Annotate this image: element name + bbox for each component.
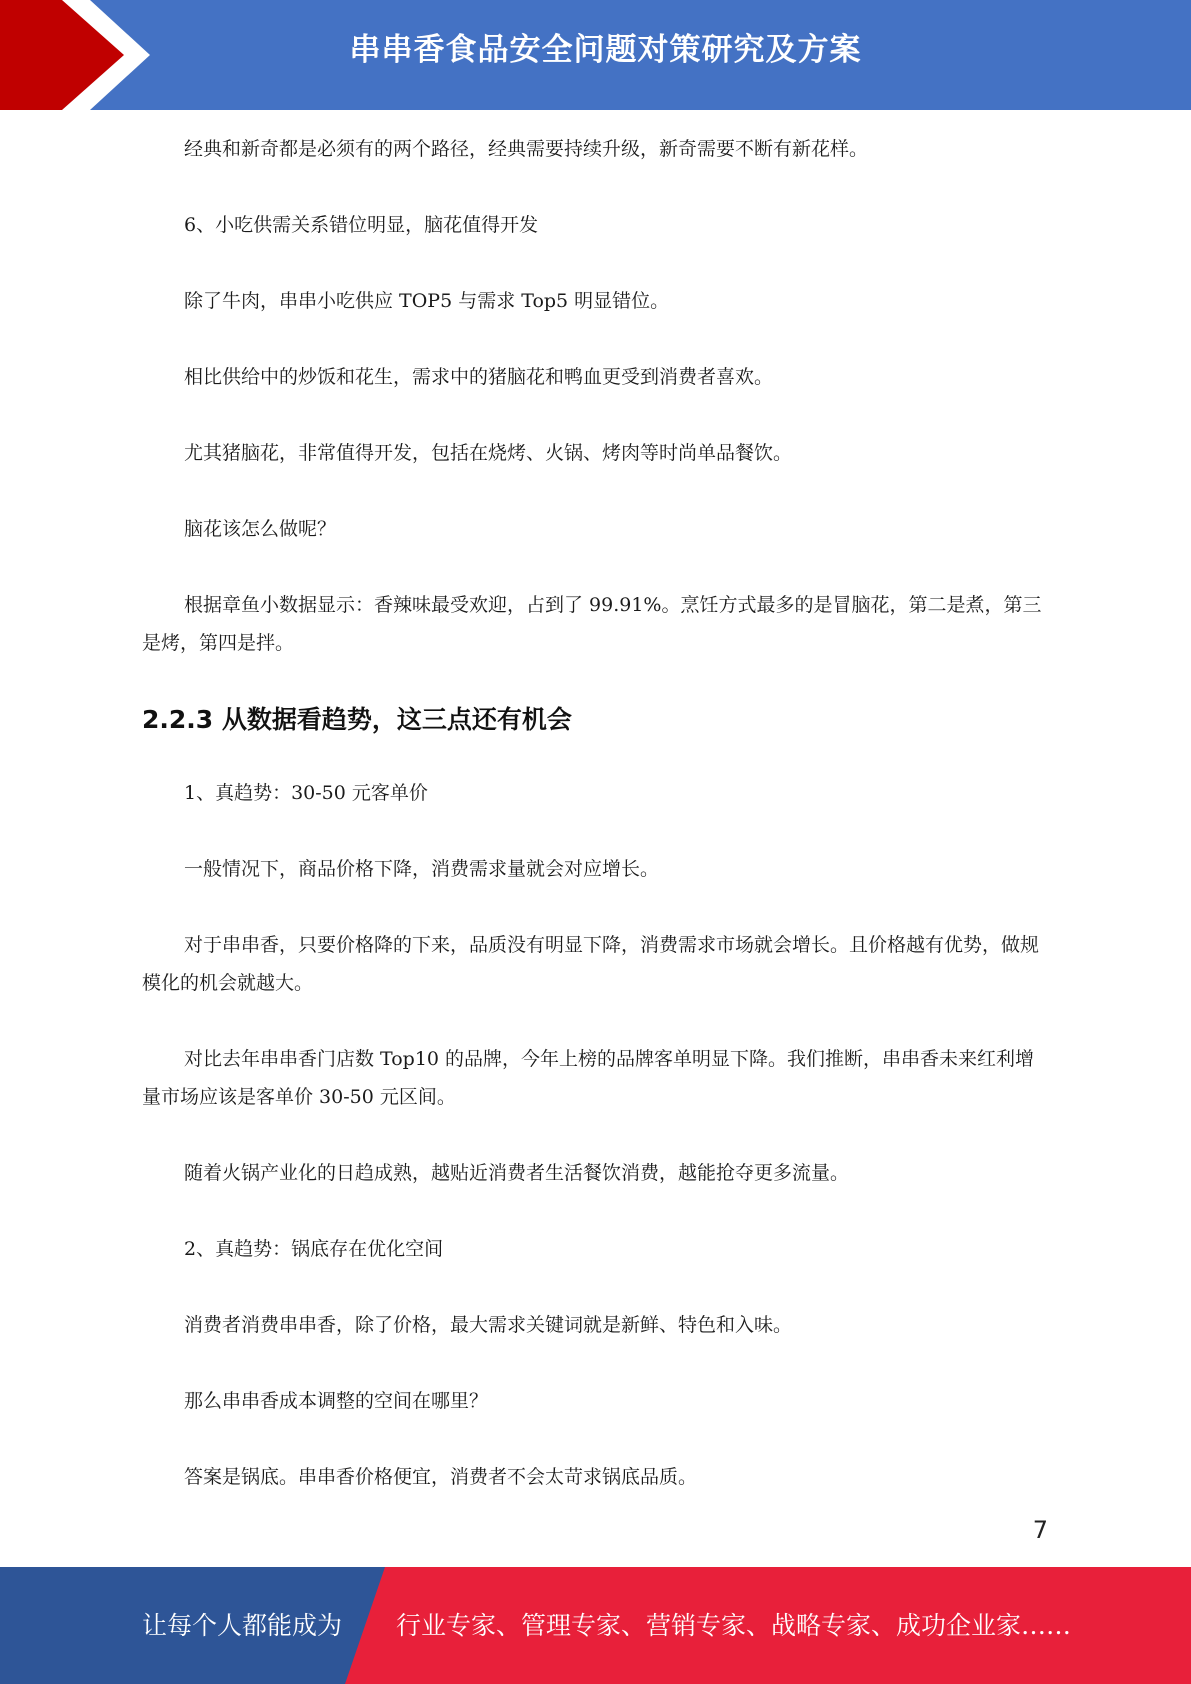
- document-body: [142, 130, 1052, 1534]
- paragraph: 消费者消费串串香，除了价格，最大需求关键词就是新鲜、特色和入味。: [184, 1314, 793, 1336]
- paragraph: 那么串串香成本调整的空间在哪里？: [184, 1390, 489, 1412]
- paragraph: 随着火锅产业化的日趋成熟，越贴近消费者生活餐饮消费，越能抢夺更多流量。: [184, 1162, 850, 1184]
- page-footer: [0, 1567, 1191, 1684]
- paragraph: 尤其猪脑花，非常值得开发，包括在烧烤、火锅、烤肉等时尚单品餐饮。: [184, 442, 793, 464]
- paragraph: 对比去年串串香门店数 Top10 的品牌，今年上榜的品牌客单明显下降。我们推断，串串香未来红利增量市场应该是客单价 30-50 元区间。: [142, 1048, 1035, 1108]
- header-title: 串串香食品安全问题对策研究及方案: [349, 32, 862, 68]
- paragraph: 对于串串香，只要价格降的下来，品质没有明显下降，消费需求市场就会增长。且价格越有优势，做规模化的机会就越大。: [142, 934, 1040, 994]
- footer-slogan-right: 行业专家、管理专家、营销专家、战略专家、成功企业家……: [396, 1611, 1072, 1640]
- paragraph: 脑花该怎么做呢？: [184, 518, 337, 540]
- paragraph: 2、真趋势：锅底存在优化空间: [184, 1238, 444, 1260]
- paragraph: 根据章鱼小数据显示：香辣味最受欢迎，占到了 99.91%。烹饪方式最多的是冒脑花，第二是煮，第三是烤，第四是拌。: [142, 594, 1042, 654]
- paragraph: 除了牛肉，串串小吃供应 TOP5 与需求 Top5 明显错位。: [184, 290, 670, 312]
- section-heading: 2.2.3 从数据看趋势，这三点还有机会: [142, 705, 572, 734]
- paragraph: 一般情况下，商品价格下降，消费需求量就会对应增长。: [184, 858, 660, 880]
- paragraph: 6、小吃供需关系错位明显，脑花值得开发: [184, 214, 539, 236]
- paragraph: 答案是锅底。串串香价格便宜，消费者不会太苛求锅底品质。: [184, 1466, 698, 1488]
- paragraph: 相比供给中的炒饭和花生，需求中的猪脑花和鸭血更受到消费者喜欢。: [184, 366, 774, 388]
- page-number: 7: [1032, 1516, 1048, 1544]
- paragraph: 1、真趋势：30-50 元客单价: [184, 782, 428, 804]
- page-header: [0, 0, 1191, 110]
- footer-slogan-left: 让每个人都能成为: [142, 1611, 343, 1640]
- paragraph: 经典和新奇都是必须有的两个路径，经典需要持续升级，新奇需要不断有新花样。: [184, 138, 869, 160]
